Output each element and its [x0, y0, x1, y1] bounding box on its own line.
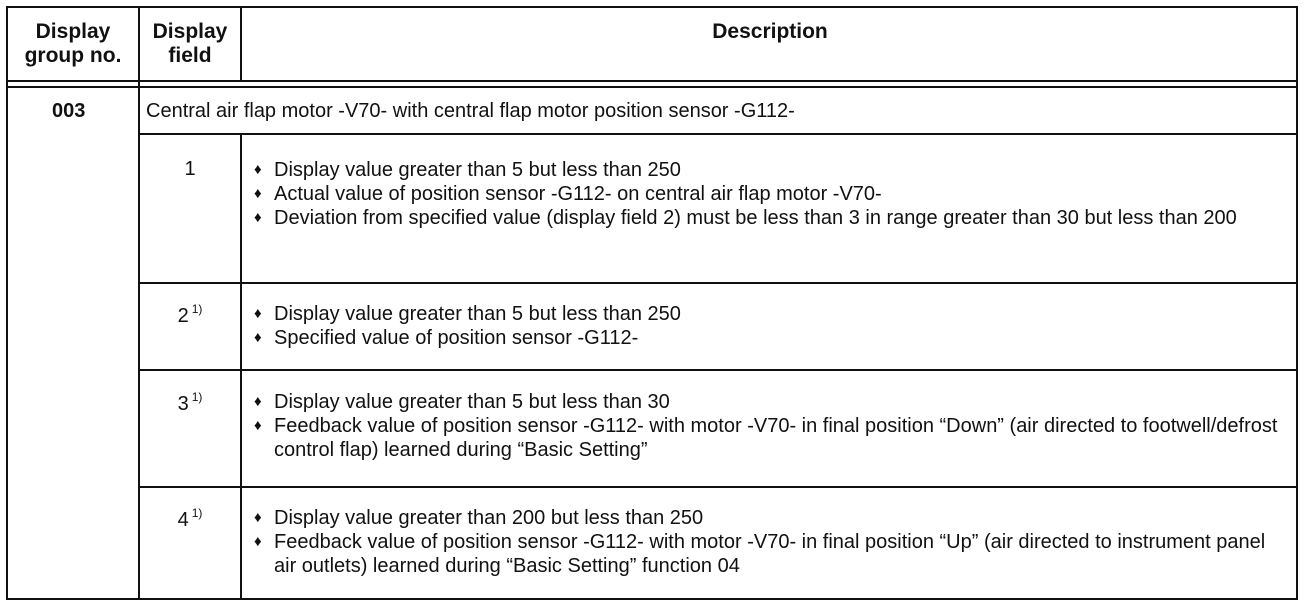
header-display-group	[8, 20, 138, 68]
header-display-field-line2: field	[168, 44, 212, 67]
header-rule-2	[6, 86, 1298, 88]
field-number-value: 4	[177, 509, 189, 531]
group-number: 003	[52, 100, 86, 122]
row-3-rule	[138, 486, 1298, 488]
col-divider-2	[240, 6, 242, 82]
list-item	[254, 206, 1284, 230]
bullet-icon: ♦	[254, 185, 262, 202]
list-item	[254, 302, 1284, 326]
list-item	[254, 506, 1284, 530]
item-text: Display value greater than 5 but less than 30	[274, 391, 670, 413]
group-title: Central air flap motor -V70- with central flap motor position sensor -G112-	[146, 100, 795, 122]
header-display-field-line1: Display	[152, 20, 228, 43]
item-text: Display value greater than 200 but less than 250	[274, 507, 704, 529]
list-item	[254, 414, 1284, 462]
item-text: Feedback value of position sensor -G112- with motor -V70- in final position “Up” (air directed to instrument panel air outlets) learned during “Basic Setting” function 04	[274, 531, 1266, 577]
field-number-value: 1	[184, 158, 196, 180]
header-display-group-line2: group no.	[24, 44, 122, 67]
row-2-rule	[138, 369, 1298, 371]
item-text: Specified value of position sensor -G112-	[274, 327, 639, 349]
bullet-icon: ♦	[254, 329, 262, 346]
list-item	[254, 530, 1284, 578]
header-display-group-line1: Display	[35, 20, 111, 43]
item-text: Deviation from specified value (display field 2) must be less than 3 in range greater than 30 but less than 200	[274, 207, 1237, 229]
bullet-icon: ♦	[254, 393, 262, 410]
header-description: Description	[712, 20, 828, 43]
item-text: Display value greater than 5 but less than 250	[274, 303, 681, 325]
footnote-mark: 1)	[191, 390, 203, 404]
row-description	[254, 158, 1284, 230]
row-1-rule	[138, 282, 1298, 284]
list-item	[254, 182, 1284, 206]
list-item	[254, 326, 1284, 350]
item-text: Actual value of position sensor -G112- on central air flap motor -V70-	[274, 183, 882, 205]
row-description	[254, 302, 1284, 350]
field-number	[142, 390, 238, 416]
field-number-value: 2	[177, 305, 189, 327]
bullet-icon: ♦	[254, 533, 262, 550]
header-display-field	[140, 20, 240, 68]
item-text: Display value greater than 5 but less than 250	[274, 159, 681, 181]
bullet-icon: ♦	[254, 509, 262, 526]
bullet-icon: ♦	[254, 305, 262, 322]
bullet-icon: ♦	[254, 417, 262, 434]
field-number	[142, 302, 238, 328]
header-rule	[6, 80, 1298, 82]
field-number	[142, 506, 238, 532]
field-number-value: 3	[177, 393, 189, 415]
bullet-icon: ♦	[254, 209, 262, 226]
row-description	[254, 506, 1284, 578]
item-text: Feedback value of position sensor -G112- with motor -V70- in final position “Down” (air directed to footwell/defrost control flap) learned during “Basic Setting”	[274, 415, 1278, 461]
col-divider-1	[138, 6, 140, 600]
list-item	[254, 158, 1284, 182]
field-number	[142, 158, 238, 181]
bullet-icon: ♦	[254, 161, 262, 178]
row-description	[254, 390, 1284, 462]
list-item	[254, 390, 1284, 414]
col-divider-2b	[240, 134, 242, 600]
group-title-rule	[138, 133, 1298, 135]
footnote-mark: 1)	[191, 302, 203, 316]
footnote-mark: 1)	[191, 506, 203, 520]
